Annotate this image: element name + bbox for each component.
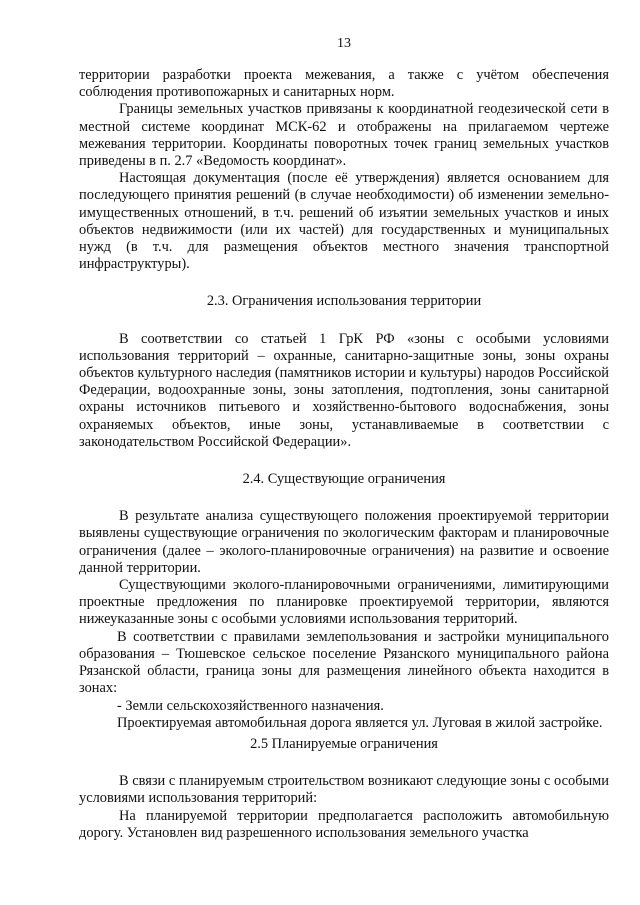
paragraph-land-use-rules: В соответствии с правилами землепользования и застройки муниципального образования – Тюшевское сельское поселение Рязанского муниципального района Рязанской области, граница зоны для размещения линейного объекта находится в зонах: xyxy=(79,628,609,697)
paragraph-road-description: Проектируемая автомобильная дорога является ул. Луговая в жилой застройке. xyxy=(117,714,603,731)
section-heading-2-5: 2.5 Планируемые ограничения xyxy=(250,735,438,752)
section-heading-2-4: 2.4. Существующие ограничения xyxy=(242,471,446,488)
paragraph-analysis-result: В результате анализа существующего положения проектируемой территории выявлены существующие ограничения по экологическим факторам и планировочные ограничения (далее – эколого-планировочные ограничения) на развитие и освоение данной территории. xyxy=(79,508,609,576)
paragraph-grk-article-1: В соответствии со статьей 1 ГрК РФ «зоны с особыми условиями использования территорий – охранные, санитарно-защитные зоны, зоны охраны объектов культурного наследия (памятников истории и культуры) народов Российской Федерации, водоохранные зоны, зоны затопления, подтопления, зоны санитарной охраны источников питьевого и хозяйственно-бытового водоснабжения, зоны охраняемых объектов, иные зоны, устанавливаемые в соответствии с законодательством Российской Федерации». xyxy=(79,330,609,450)
page-content xyxy=(79,67,609,842)
paragraph-continuation: территории разработки проекта межевания, а также с учётом обеспечения соблюдения противопожарных и санитарных норм. xyxy=(79,67,609,101)
paragraph-existing-restrictions: Существующими эколого-планировочными ограничениями, лимитирующими проектные предложения по планировке проектируемой территории, являются нижеуказанные зоны с особыми условиями использования территорий. xyxy=(79,577,609,628)
paragraph-documentation-basis: Настоящая документация (после её утверждения) является основанием для последующего принятия решений (в случае необходимости) об изменении земельно-имущественных отношений, в т.ч. решений об изъятии земельных участков и иных объектов недвижимости (или их частей) для государственных и муниципальных нужд (в т.ч. для размещения объектов местного значения транспортной инфраструктуры). xyxy=(79,170,609,273)
paragraph-land-boundaries: Границы земельных участков привязаны к координатной геодезической сети в местной системе координат МСК-62 и отображены на прилагаемом чертеже межевания территории. Координаты поворотных точек границ земельных участков приведены в п. 2.7 «Ведомость координат». xyxy=(79,101,609,170)
paragraph-planned-road: На планируемой территории предполагается расположить автомобильную дорогу. Установлен вид разрешенного использования земельного участка xyxy=(79,807,609,841)
page-number: 13 xyxy=(337,36,351,51)
paragraph-planned-zones: В связи с планируемым строительством возникают следующие зоны с особыми условиями использования территорий: xyxy=(79,773,609,807)
list-item-agricultural-land: - Земли сельскохозяйственного назначения. xyxy=(117,697,384,714)
section-heading-2-3: 2.3. Ограничения использования территории xyxy=(206,293,482,310)
